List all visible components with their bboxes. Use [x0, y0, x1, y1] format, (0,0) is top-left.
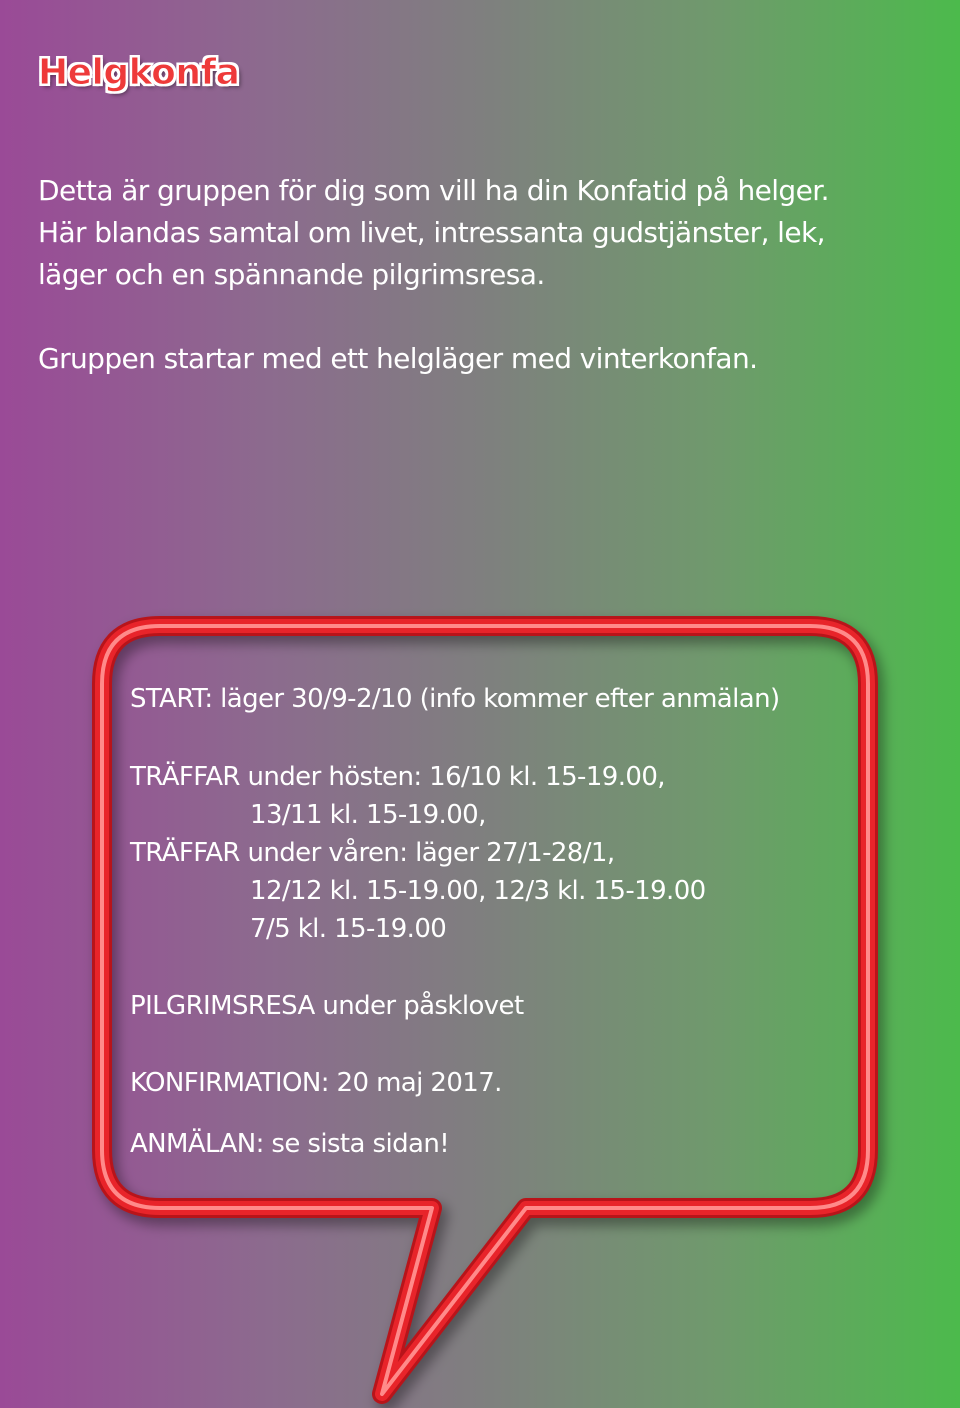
page-title: Helgkonfa — [38, 52, 240, 93]
confirmation-line: KONFIRMATION: 20 maj 2017. — [130, 1068, 502, 1098]
spring-meetings-line-2: 12/12 kl. 15-19.00, 12/3 kl. 15-19.00 — [250, 876, 706, 906]
intro-paragraph-2: Gruppen startar med ett helgläger med vinterkonfan. — [38, 342, 758, 375]
autumn-meetings-line-2: 13/11 kl. 15-19.00, — [250, 800, 486, 830]
intro-line-2: Här blandas samtal om livet, intressanta gudstjänster, lek, — [38, 216, 825, 249]
registration-line: ANMÄLAN: se sista sidan! — [130, 1129, 450, 1159]
start-line: START: läger 30/9-2/10 (info kommer efter anmälan) — [130, 684, 780, 714]
spring-meetings-line: TRÄFFAR under våren: läger 27/1-28/1, — [130, 838, 615, 868]
intro-line-1: Detta är gruppen för dig som vill ha din Konfatid på helger. — [38, 174, 829, 207]
pilgrimage-line: PILGRIMSRESA under påsklovet — [130, 991, 524, 1021]
intro-text — [38, 170, 918, 380]
autumn-meetings-line: TRÄFFAR under hösten: 16/10 kl. 15-19.00, — [130, 762, 665, 792]
spring-meetings-line-3: 7/5 kl. 15-19.00 — [250, 914, 447, 944]
intro-line-3: läger och en spännande pilgrimsresa. — [38, 258, 545, 291]
